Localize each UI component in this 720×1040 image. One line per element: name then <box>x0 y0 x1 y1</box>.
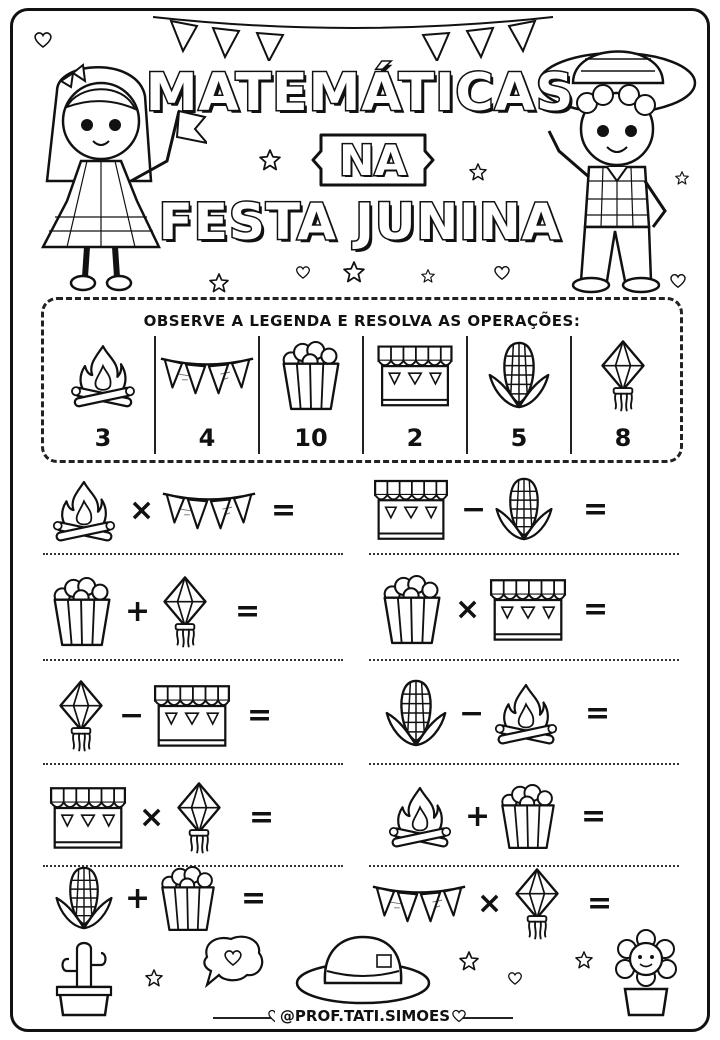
worksheet <box>10 8 710 1032</box>
legend-value: 10 <box>294 424 328 452</box>
lantern-icon <box>595 337 651 413</box>
heart-icon <box>451 1009 467 1023</box>
exercise-9 <box>53 861 266 935</box>
operator: × <box>129 492 155 528</box>
operator: × <box>455 591 481 627</box>
operator: − <box>461 491 487 527</box>
bonfire-icon <box>385 781 455 851</box>
popcorn-icon <box>379 571 445 647</box>
star-decoration <box>469 163 487 181</box>
corn-icon <box>493 473 555 545</box>
answer-line[interactable] <box>43 659 343 661</box>
equals-sign: = <box>583 591 609 627</box>
legend-item-corn <box>466 336 570 454</box>
heart-decoration <box>669 273 687 289</box>
legend-item-lantern <box>570 336 674 454</box>
popcorn-icon <box>157 861 219 935</box>
legend-cells <box>52 336 674 454</box>
stall-icon <box>47 781 129 853</box>
lantern-icon <box>509 863 565 943</box>
lantern-icon <box>53 675 109 755</box>
star-decoration <box>343 261 365 283</box>
corn-icon <box>53 861 115 935</box>
stall-icon <box>487 573 569 645</box>
corn-icon <box>486 337 552 413</box>
page-title-line-1: MATEMÁTICAS <box>145 63 575 123</box>
legend-item-bonfire <box>52 336 154 454</box>
corn-icon <box>383 675 449 751</box>
legend-value: 5 <box>510 424 528 452</box>
equals-sign: = <box>581 798 607 834</box>
bonfire-icon <box>67 339 139 411</box>
operator: + <box>125 880 151 916</box>
equals-sign: = <box>585 695 611 731</box>
stall-icon <box>151 679 233 751</box>
operator: − <box>459 695 485 731</box>
legend-value: 2 <box>406 424 424 452</box>
answer-line[interactable] <box>369 659 679 661</box>
answer-line[interactable] <box>369 763 679 765</box>
exercise-3 <box>49 571 260 651</box>
star-decoration <box>675 171 689 185</box>
legend-item-stall <box>362 336 466 454</box>
exercise-7 <box>47 777 274 857</box>
equals-sign: = <box>249 799 275 835</box>
legend-value: 8 <box>614 424 632 452</box>
star-decoration <box>145 969 163 987</box>
legend-value: 4 <box>198 424 216 452</box>
exercise-5 <box>53 675 272 755</box>
equals-sign: = <box>247 697 273 733</box>
bunting-flags-icon <box>161 485 257 535</box>
stall-icon <box>375 339 455 411</box>
equals-sign: = <box>235 593 261 629</box>
popcorn-icon <box>49 573 115 649</box>
page-title-line-2: NA <box>339 135 407 185</box>
page-title-line-3: FESTA JUNINA <box>158 193 562 251</box>
exercise-8 <box>385 779 606 853</box>
speech-bubble-heart-icon <box>199 933 269 989</box>
operator: × <box>139 799 165 835</box>
flower-pot-illustration <box>611 927 681 1017</box>
operator: − <box>119 697 145 733</box>
legend-instruction: OBSERVE A LEGENDA E RESOLVA AS OPERAÇÕES: <box>143 312 581 330</box>
heart-decoration <box>507 971 523 986</box>
equals-sign: = <box>271 492 297 528</box>
title-na-banner <box>311 131 435 189</box>
lantern-icon <box>171 777 227 857</box>
exercise-6 <box>383 675 610 751</box>
straw-hat-illustration <box>293 929 433 1009</box>
equals-sign: = <box>241 880 267 916</box>
popcorn-icon <box>278 337 344 413</box>
bonfire-icon <box>49 475 119 545</box>
heart-decoration <box>295 265 311 280</box>
answer-line[interactable] <box>43 763 343 765</box>
top-bunting-decoration <box>153 11 553 61</box>
legend-box <box>41 297 683 463</box>
heart-decoration <box>493 265 511 281</box>
equals-sign: = <box>583 491 609 527</box>
equals-sign: = <box>587 885 613 921</box>
star-decoration <box>459 951 479 971</box>
lantern-icon <box>157 571 213 651</box>
legend-value: 3 <box>94 424 112 452</box>
answer-line[interactable] <box>43 553 343 555</box>
star-decoration <box>259 149 281 171</box>
operator: + <box>465 798 491 834</box>
cactus-pot-illustration <box>49 937 119 1017</box>
exercise-2 <box>371 473 608 545</box>
exercise-1 <box>49 475 296 545</box>
bunting-flags-icon <box>371 878 467 928</box>
operator: × <box>477 885 503 921</box>
popcorn-icon <box>497 779 559 853</box>
star-decoration <box>421 269 435 283</box>
bunting-flags-icon <box>159 351 255 399</box>
answer-line[interactable] <box>369 553 679 555</box>
heart-decoration <box>33 31 53 49</box>
bonfire-icon <box>491 678 561 748</box>
legend-item-popcorn <box>258 336 362 454</box>
legend-item-bunting <box>154 336 258 454</box>
star-decoration <box>209 273 229 293</box>
star-decoration <box>575 951 593 969</box>
stall-icon <box>371 474 451 544</box>
operator: + <box>125 593 151 629</box>
exercise-4 <box>379 571 608 647</box>
author-handle: @PROF.TATI.SIMOES <box>275 1007 455 1025</box>
